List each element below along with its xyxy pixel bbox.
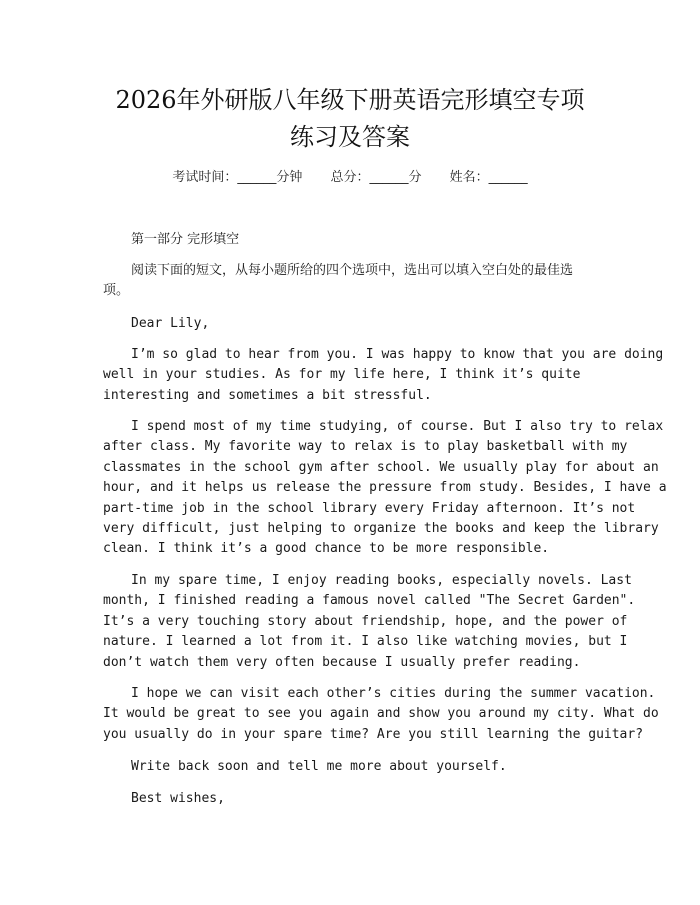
- letter-paragraph-2: [103, 417, 667, 560]
- paragraph-line: hour, and it helps us release the pressure from study. Besides, I have a: [103, 480, 667, 496]
- letter-greeting: Dear Lily,: [131, 316, 210, 331]
- instruction-line: 阅读下面的短文，从每小题所给的四个选项中，选出可以填入空白处的最佳选: [131, 263, 574, 278]
- paragraph-line: classmates in the school gym after school. We usually play for about an: [103, 459, 659, 475]
- letter-paragraph-1: [103, 345, 664, 406]
- paragraph-line: very difficult, just helping to organize the books and keep the library: [103, 520, 659, 536]
- letter-closing: Best wishes,: [131, 791, 225, 806]
- paragraph-line: It’s a very touching story about friendship, hope, and the power of: [103, 613, 628, 629]
- exam-info-row: [0, 168, 700, 188]
- paragraph-line: I spend most of my time studying, of course. But I also try to relax: [131, 419, 664, 434]
- paragraph-line: don’t watch them very often because I usually prefer reading.: [103, 654, 581, 670]
- paragraph-line: part-time job in the school library every Friday afternoon. It’s not: [103, 500, 636, 516]
- paragraph-line: you usually do in your spare time? Are you still learning the guitar?: [103, 726, 644, 742]
- document-title-line-2: 练习及答案: [290, 123, 410, 151]
- paragraph-line: month, I finished reading a famous novel called "The Secret Garden".: [103, 593, 636, 609]
- exam-time-field: 考试时间：______分钟: [172, 170, 303, 185]
- student-name-field: 姓名：______: [449, 170, 528, 185]
- paragraph-line: Write back soon and tell me more about yourself.: [131, 759, 507, 774]
- document-title-line-1: 2026年外研版八年级下册英语完形填空专项: [115, 86, 585, 114]
- letter-paragraph-4: [103, 684, 659, 745]
- paragraph-line: I’m so glad to hear from you. I was happy to know that you are doing: [131, 347, 664, 362]
- instruction-line: 项。: [103, 283, 130, 299]
- total-score-field: 总分：______分: [330, 170, 422, 185]
- paragraph-line: interesting and sometimes a bit stressful.: [103, 387, 432, 403]
- paragraph-line: clean. I think it’s a good chance to be more responsible.: [103, 541, 550, 557]
- paragraph-line: after class. My favorite way to relax is to play basketball with my: [103, 439, 628, 455]
- paragraph-line: In my spare time, I enjoy reading books, especially novels. Last: [131, 573, 632, 588]
- letter-paragraph-5: [103, 757, 603, 777]
- paragraph-line: I hope we can visit each other’s cities during the summer vacation.: [131, 686, 656, 701]
- letter-paragraph-3: [103, 571, 636, 673]
- instruction-text: [103, 261, 603, 302]
- paragraph-line: nature. I learned a lot from it. I also like watching movies, but I: [103, 634, 628, 650]
- paragraph-line: well in your studies. As for my life here, I think it’s quite: [103, 367, 581, 383]
- paragraph-line: It would be great to see you again and show you around my city. What do: [103, 706, 659, 722]
- section-heading: 第一部分 完形填空: [131, 232, 240, 247]
